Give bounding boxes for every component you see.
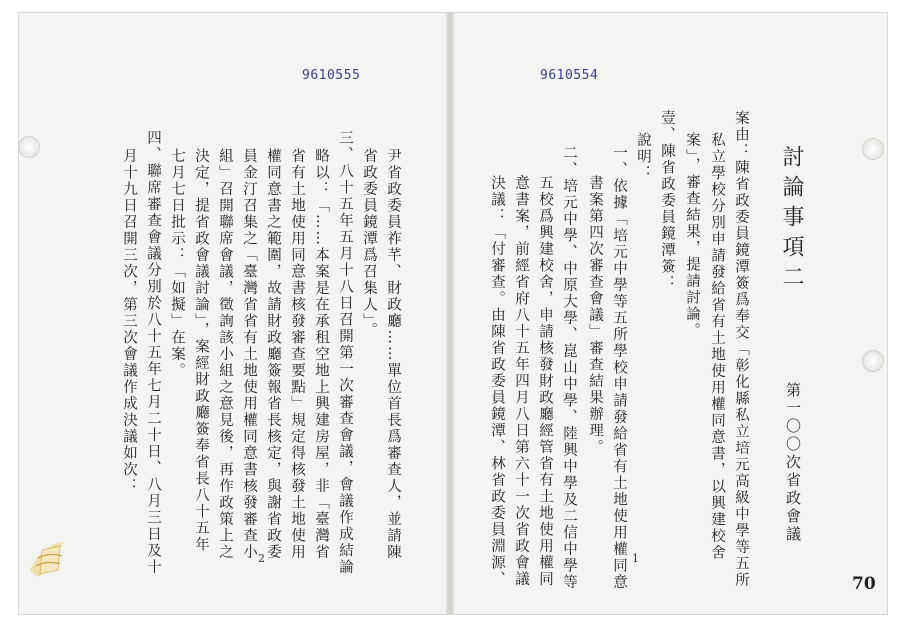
doc-line: 組」召開聯席會議，徵詢該小組之意見後，再作政策上之 xyxy=(217,148,233,561)
doc-line: 員金汀召集之「臺灣省省有土地使用權同意書核發審查小 xyxy=(241,148,257,561)
doc-line: 二、培元中學、中原大學、崑山中學、陸興中學及二信中學等 xyxy=(561,145,577,591)
doc-line: 三、八十五年五月十八日召開第一次審查會議，會議作成結論 xyxy=(337,130,353,576)
page-number-right: 1 xyxy=(632,552,639,565)
doc-line: 一、依據「培元中學等五所學校申請發給省有土地使用權同意 xyxy=(611,145,627,591)
doc-line: 尹省政委員祚芊、財政廳……單位首長爲審查人，並請陳 xyxy=(385,148,401,561)
doc-line: 私立學校分別申請發給省有土地使用權同意書，以興建校舍 xyxy=(709,132,725,561)
page-number-left: 2 xyxy=(258,552,265,565)
binding-hole-right-top xyxy=(862,138,884,160)
book-page-number: 70 xyxy=(852,574,876,594)
doc-line: 省政委員鏡潭爲召集人」。 xyxy=(361,148,377,339)
book-spine xyxy=(446,12,454,615)
doc-line: 意書案，前經省府八十五年四月八日第六十一次省政會議 xyxy=(513,175,529,588)
doc-line: 書案第四次審查會議」審查結果辦理。 xyxy=(587,175,603,456)
doc-line: 四、聯席審查會議分別於八十五年七月二十日、八月三日及十 xyxy=(145,130,161,576)
doc-line: 略以：「……本案是在承租空地上興建房屋，非「臺灣省 xyxy=(313,148,329,561)
doc-line: 權同意書之範圍，故請財政廳簽報省長核定，與謝省政委 xyxy=(265,148,281,561)
item-heading: 討論事項二 xyxy=(779,145,804,295)
doc-line: 決定，提省政會議討論」，案經財政廳簽奉省長八十五年 xyxy=(193,148,209,554)
stamp-number-right: 9610554 xyxy=(540,68,599,83)
binding-hole-left-top xyxy=(18,136,40,158)
meeting-title: 第一〇〇次省政會議 xyxy=(784,382,802,544)
binding-hole-right-bottom xyxy=(862,350,884,372)
doc-line: 壹、陳省政委員鏡潭簽： xyxy=(659,110,675,292)
doc-line: 決議：「付審查。由陳省政委員鏡潭、林省政委員淵源、 xyxy=(489,175,505,588)
doc-line: 月十九日召開三次，第三次會議作成決議如次： xyxy=(121,148,137,495)
doc-line: 案由：陳省政委員鏡潭簽爲奉交「彰化縣私立培元高級中學等五所 xyxy=(733,110,749,589)
archive-logo-icon xyxy=(20,530,84,594)
doc-line: 說明： xyxy=(635,132,651,182)
doc-line: 七月七日批示：「如擬」在案。 xyxy=(169,148,185,379)
doc-line: 五校爲興建校舍，申請核發財政廳經管省有土地使用權同 xyxy=(537,175,553,588)
doc-line: 省有土地使用同意書核發審查要點」規定得核發土地使用 xyxy=(289,148,305,561)
doc-line: 案」，審查結果，提請討論。 xyxy=(684,132,700,340)
stamp-number-left: 9610555 xyxy=(302,68,361,83)
